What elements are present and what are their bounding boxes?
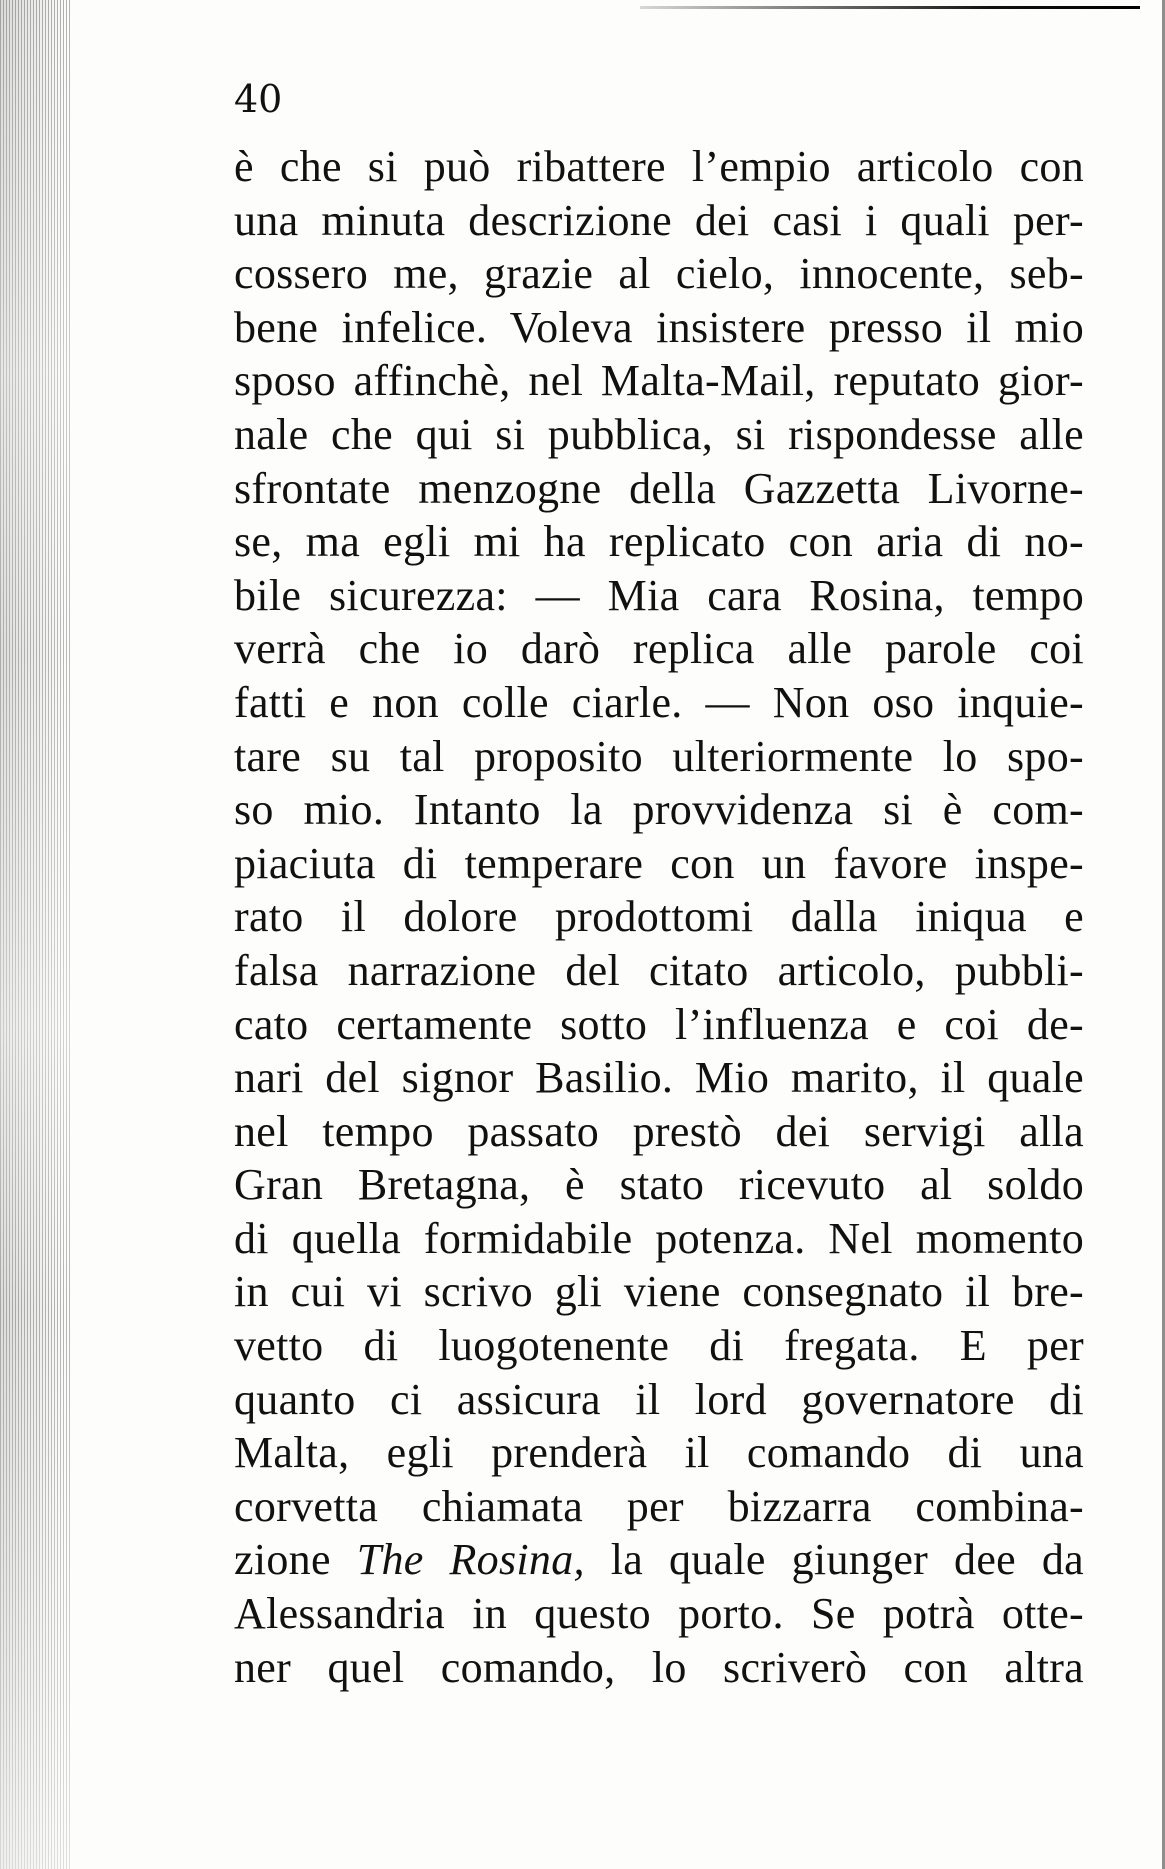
text-line: Gran Bretagna, è stato ricevuto al soldo xyxy=(234,1160,1084,1210)
text-line: nel tempo passato prestò dei servigi alla xyxy=(234,1106,1084,1156)
text-line: falsa narrazione del citato articolo, pubbli- xyxy=(234,945,1084,995)
italic-ship-name: The Rosina, xyxy=(356,1535,585,1585)
text-line: è che si può ribattere l’empio articolo con xyxy=(234,142,1084,191)
text-line: rato il dolore prodottomi dalla iniqua e xyxy=(234,892,1084,942)
text-line: Alessandria in questo porto. Se potrà otte- xyxy=(234,1589,1084,1639)
text-line: cato certamente sotto l’influenza e coi de- xyxy=(234,999,1084,1049)
text-line: sfrontate menzogne della Gazzetta Livorne- xyxy=(234,463,1084,513)
text-line: nale che qui si pubblica, si rispondesse alle xyxy=(234,409,1084,459)
text-line: ner quel comando, lo scriverò con altra xyxy=(234,1642,1084,1692)
text-line: quanto ci assicura il lord governatore di xyxy=(234,1374,1084,1424)
scan-gutter-fade xyxy=(0,0,70,1869)
scan-top-edge xyxy=(640,6,1140,9)
page-number: 40 xyxy=(234,77,283,121)
text-line: sposo affinchè, nel Malta-Mail, reputato gior- xyxy=(234,356,1084,406)
text-line: vetto di luogotenente di fregata. E per xyxy=(234,1321,1084,1371)
text-line-with-italic xyxy=(234,1533,1084,1587)
body-text xyxy=(234,140,1084,1694)
text-line: nari del signor Basilio. Mio marito, il quale xyxy=(234,1053,1084,1103)
text-line: tare su tal proposito ulteriormente lo spo- xyxy=(234,731,1084,781)
text-line: Malta, egli prenderà il comando di una xyxy=(234,1428,1084,1478)
text-line: fatti e non colle ciarle. — Non oso inquie- xyxy=(234,677,1084,727)
text-line: se, ma egli mi ha replicato con aria di no- xyxy=(234,517,1084,567)
text-line: una minuta descrizione dei casi i quali per- xyxy=(234,195,1084,245)
text-line: corvetta chiamata per bizzarra combina- xyxy=(234,1481,1084,1531)
text-line: bile sicurezza: — Mia cara Rosina, tempo xyxy=(234,570,1084,620)
text-line: cossero me, grazie al cielo, innocente, seb- xyxy=(234,249,1084,299)
text-line: bene infelice. Voleva insistere presso il mio xyxy=(234,302,1084,352)
text-line: piaciuta di temperare con un favore inspe- xyxy=(234,838,1084,888)
text-segment: la quale giunger dee da xyxy=(584,1535,1085,1585)
text-line: di quella formidabile potenza. Nel momento xyxy=(234,1213,1084,1263)
text-line: verrà che io darò replica alle parole coi xyxy=(234,624,1084,674)
text-line: in cui vi scrivo gli viene consegnato il bre- xyxy=(234,1267,1084,1317)
text-line: so mio. Intanto la provvidenza si è com- xyxy=(234,785,1084,835)
text-segment: zione xyxy=(234,1535,357,1585)
